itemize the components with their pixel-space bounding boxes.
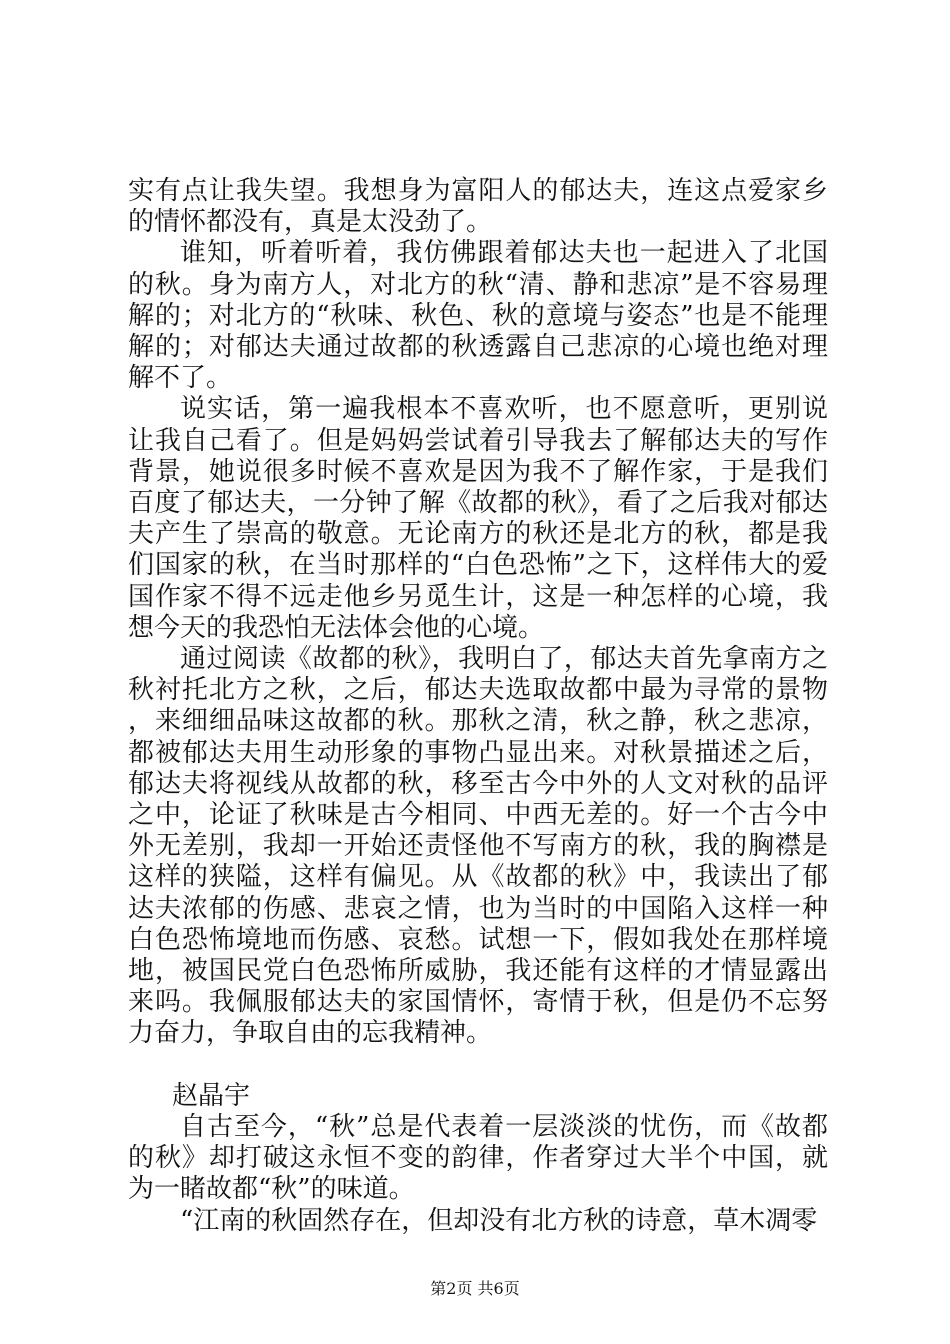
page-number-footer: 第2页 共6页: [430, 1279, 520, 1298]
blank-line: [128, 1050, 828, 1081]
paragraph: 自古至今，“秋”总是代表着一层淡淡的忧伤，而《故都的秋》却打破这永恒不变的韵律，作者穿过大半个中国，就为一睹故都“秋”的味道。: [128, 1112, 828, 1205]
author-name: 赵晶宇: [172, 1080, 251, 1111]
paragraph: “江南的秋固然存在，但却没有北方秋的诗意，草木凋零: [180, 1205, 818, 1236]
document-body: [128, 176, 828, 1237]
paragraph: 谁知，听着听着，我仿佛跟着郁达夫也一起进入了北国的秋。身为南方人，对北方的秋“清、静和悲凉”是不容易理解的；对北方的“秋味、秋色、秋的意境与姿态”也是不能理解的；对郁达夫通过故都的秋透露自己悲凉的心境也绝对理解不了。: [128, 238, 828, 394]
paragraph: 通过阅读《故都的秋》，我明白了，郁达夫首先拿南方之秋衬托北方之秋，之后，郁达夫选取故都中最为寻常的景物，来细细品味这故都的秋。那秋之清，秋之静，秋之悲凉，都被郁达夫用生动形象的事物凸显出来。对秋景描述之后，郁达夫将视线从故都的秋，移至古今中外的人文对秋的品评之中，论证了秋味是古今相同、中西无差的。好一个古今中外无差别，我却一开始还责怪他不写南方的秋，我的胸襟是这样的狭隘，这样有偏见。从《故都的秋》中，我读出了郁达夫浓郁的伤感、悲哀之情，也为当时的中国陷入这样一种白色恐怖境地而伤感、哀愁。试想一下，假如我处在那样境地，被国民党白色恐怖所威胁，我还能有这样的才情显露出来吗。我佩服郁达夫的家国情怀，寄情于秋，但是仍不忘努力奋力，争取自由的忘我精神。: [128, 644, 828, 1049]
paragraph: 说实话，第一遍我根本不喜欢听，也不愿意听，更别说让我自己看了。但是妈妈尝试着引导我去了解郁达夫的写作背景，她说很多时候不喜欢是因为我不了解作家，于是我们百度了郁达夫，一分钟了解《故都的秋》，看了之后我对郁达夫产生了崇高的敬意。无论南方的秋还是北方的秋，都是我们国家的秋，在当时那样的“白色恐怖”之下，这样伟大的爱国作家不得不远走他乡另觅生计，这是一种怎样的心境，我想今天的我恐怕无法体会他的心境。: [128, 394, 828, 643]
paragraph-continuation: 实有点让我失望。我想身为富阳人的郁达夫，连这点爱家乡的情怀都没有，真是太没劲了。: [128, 176, 828, 238]
